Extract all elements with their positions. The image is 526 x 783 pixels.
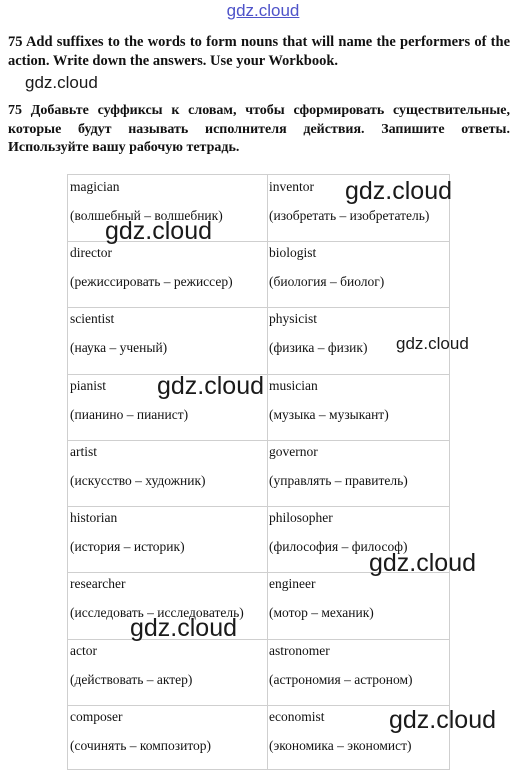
table-cell-translation: (музыка – музыкант) <box>269 406 389 422</box>
table-cell-word: historian <box>70 510 118 526</box>
exercise-english-text: 75 Add suffixes to the words to form nouns that will name the performers of the action. Write down the answers. Use your Workbook. <box>8 34 510 69</box>
watermark-overlay: gdz.cloud <box>130 614 238 642</box>
table-cell-word: economist <box>269 708 325 724</box>
table-cell-word: pianist <box>70 377 106 393</box>
row-divider <box>68 639 449 640</box>
table-cell-translation: (история – историк) <box>70 539 185 555</box>
table-cell-translation: (пианино – пианист) <box>70 406 189 422</box>
row-divider <box>68 440 449 441</box>
table-cell-translation: (физика – физик) <box>269 340 368 356</box>
table-cell-word: physicist <box>269 311 318 327</box>
watermark-overlay: gdz.cloud <box>389 706 497 734</box>
table-cell-translation: (действовать – актер) <box>70 671 193 687</box>
watermark-overlay: gdz.cloud <box>369 549 477 577</box>
row-divider <box>68 307 449 308</box>
table-cell-word: astronomer <box>269 642 330 658</box>
row-divider <box>68 506 449 507</box>
table-cell-translation: (волшебный – волшебник) <box>70 208 223 223</box>
table-cell-word: engineer <box>269 576 316 592</box>
table-cell-word: composer <box>70 708 123 724</box>
table-cell-translation: (философия – философ) <box>269 539 408 555</box>
table-cell-translation: (изобретать – изобретатель) <box>269 208 430 223</box>
table-cell-translation: (режиссировать – режиссер) <box>70 274 233 290</box>
exercise-russian-text: 75 Добавьте суффиксы к словам, чтобы сформировать существительные, которые будут называть исполнителя действия. Запишите ответы. Используйте вашу рабочую тетрадь. <box>8 103 510 155</box>
table-cell-translation: (управлять – правитель) <box>269 472 408 488</box>
table-cell-translation: (исследовать – исследователь) <box>70 605 244 621</box>
table-cell-word: scientist <box>70 311 115 327</box>
watermark-overlay: gdz.cloud <box>105 217 213 245</box>
table-cell-word: actor <box>70 642 97 658</box>
table-cell-word: magician <box>70 179 120 194</box>
watermark-top-link[interactable]: gdz.cloud <box>226 1 300 20</box>
table-cell-word: inventor <box>269 179 314 194</box>
table-cell-word: artist <box>70 443 97 459</box>
table-cell-translation: (мотор – механик) <box>269 605 374 621</box>
watermark-overlay: gdz.cloud <box>157 372 265 400</box>
watermark-label: gdz.cloud <box>25 73 98 92</box>
table-cell-translation: (сочинять – композитор) <box>70 737 212 753</box>
answers-table <box>67 174 453 770</box>
table-cell-word: director <box>70 245 112 261</box>
table-cell-word: governor <box>269 443 318 459</box>
watermark-overlay: gdz.cloud <box>345 177 453 205</box>
table-cell-word: biologist <box>269 245 317 261</box>
table-cell-word: philosopher <box>269 510 333 526</box>
table-cell-translation: (искусство – художник) <box>70 472 206 488</box>
table-cell-translation: (биология – биолог) <box>269 274 385 290</box>
table-cell-translation: (экономика – экономист) <box>269 737 412 753</box>
table-cell-translation: (астрономия – астроном) <box>269 671 413 687</box>
table-cell-word: musician <box>269 377 318 393</box>
column-divider <box>267 175 268 769</box>
table-cell-translation: (наука – ученый) <box>70 340 168 356</box>
table-cell-word: researcher <box>70 576 126 592</box>
watermark-overlay: gdz.cloud <box>396 334 469 353</box>
